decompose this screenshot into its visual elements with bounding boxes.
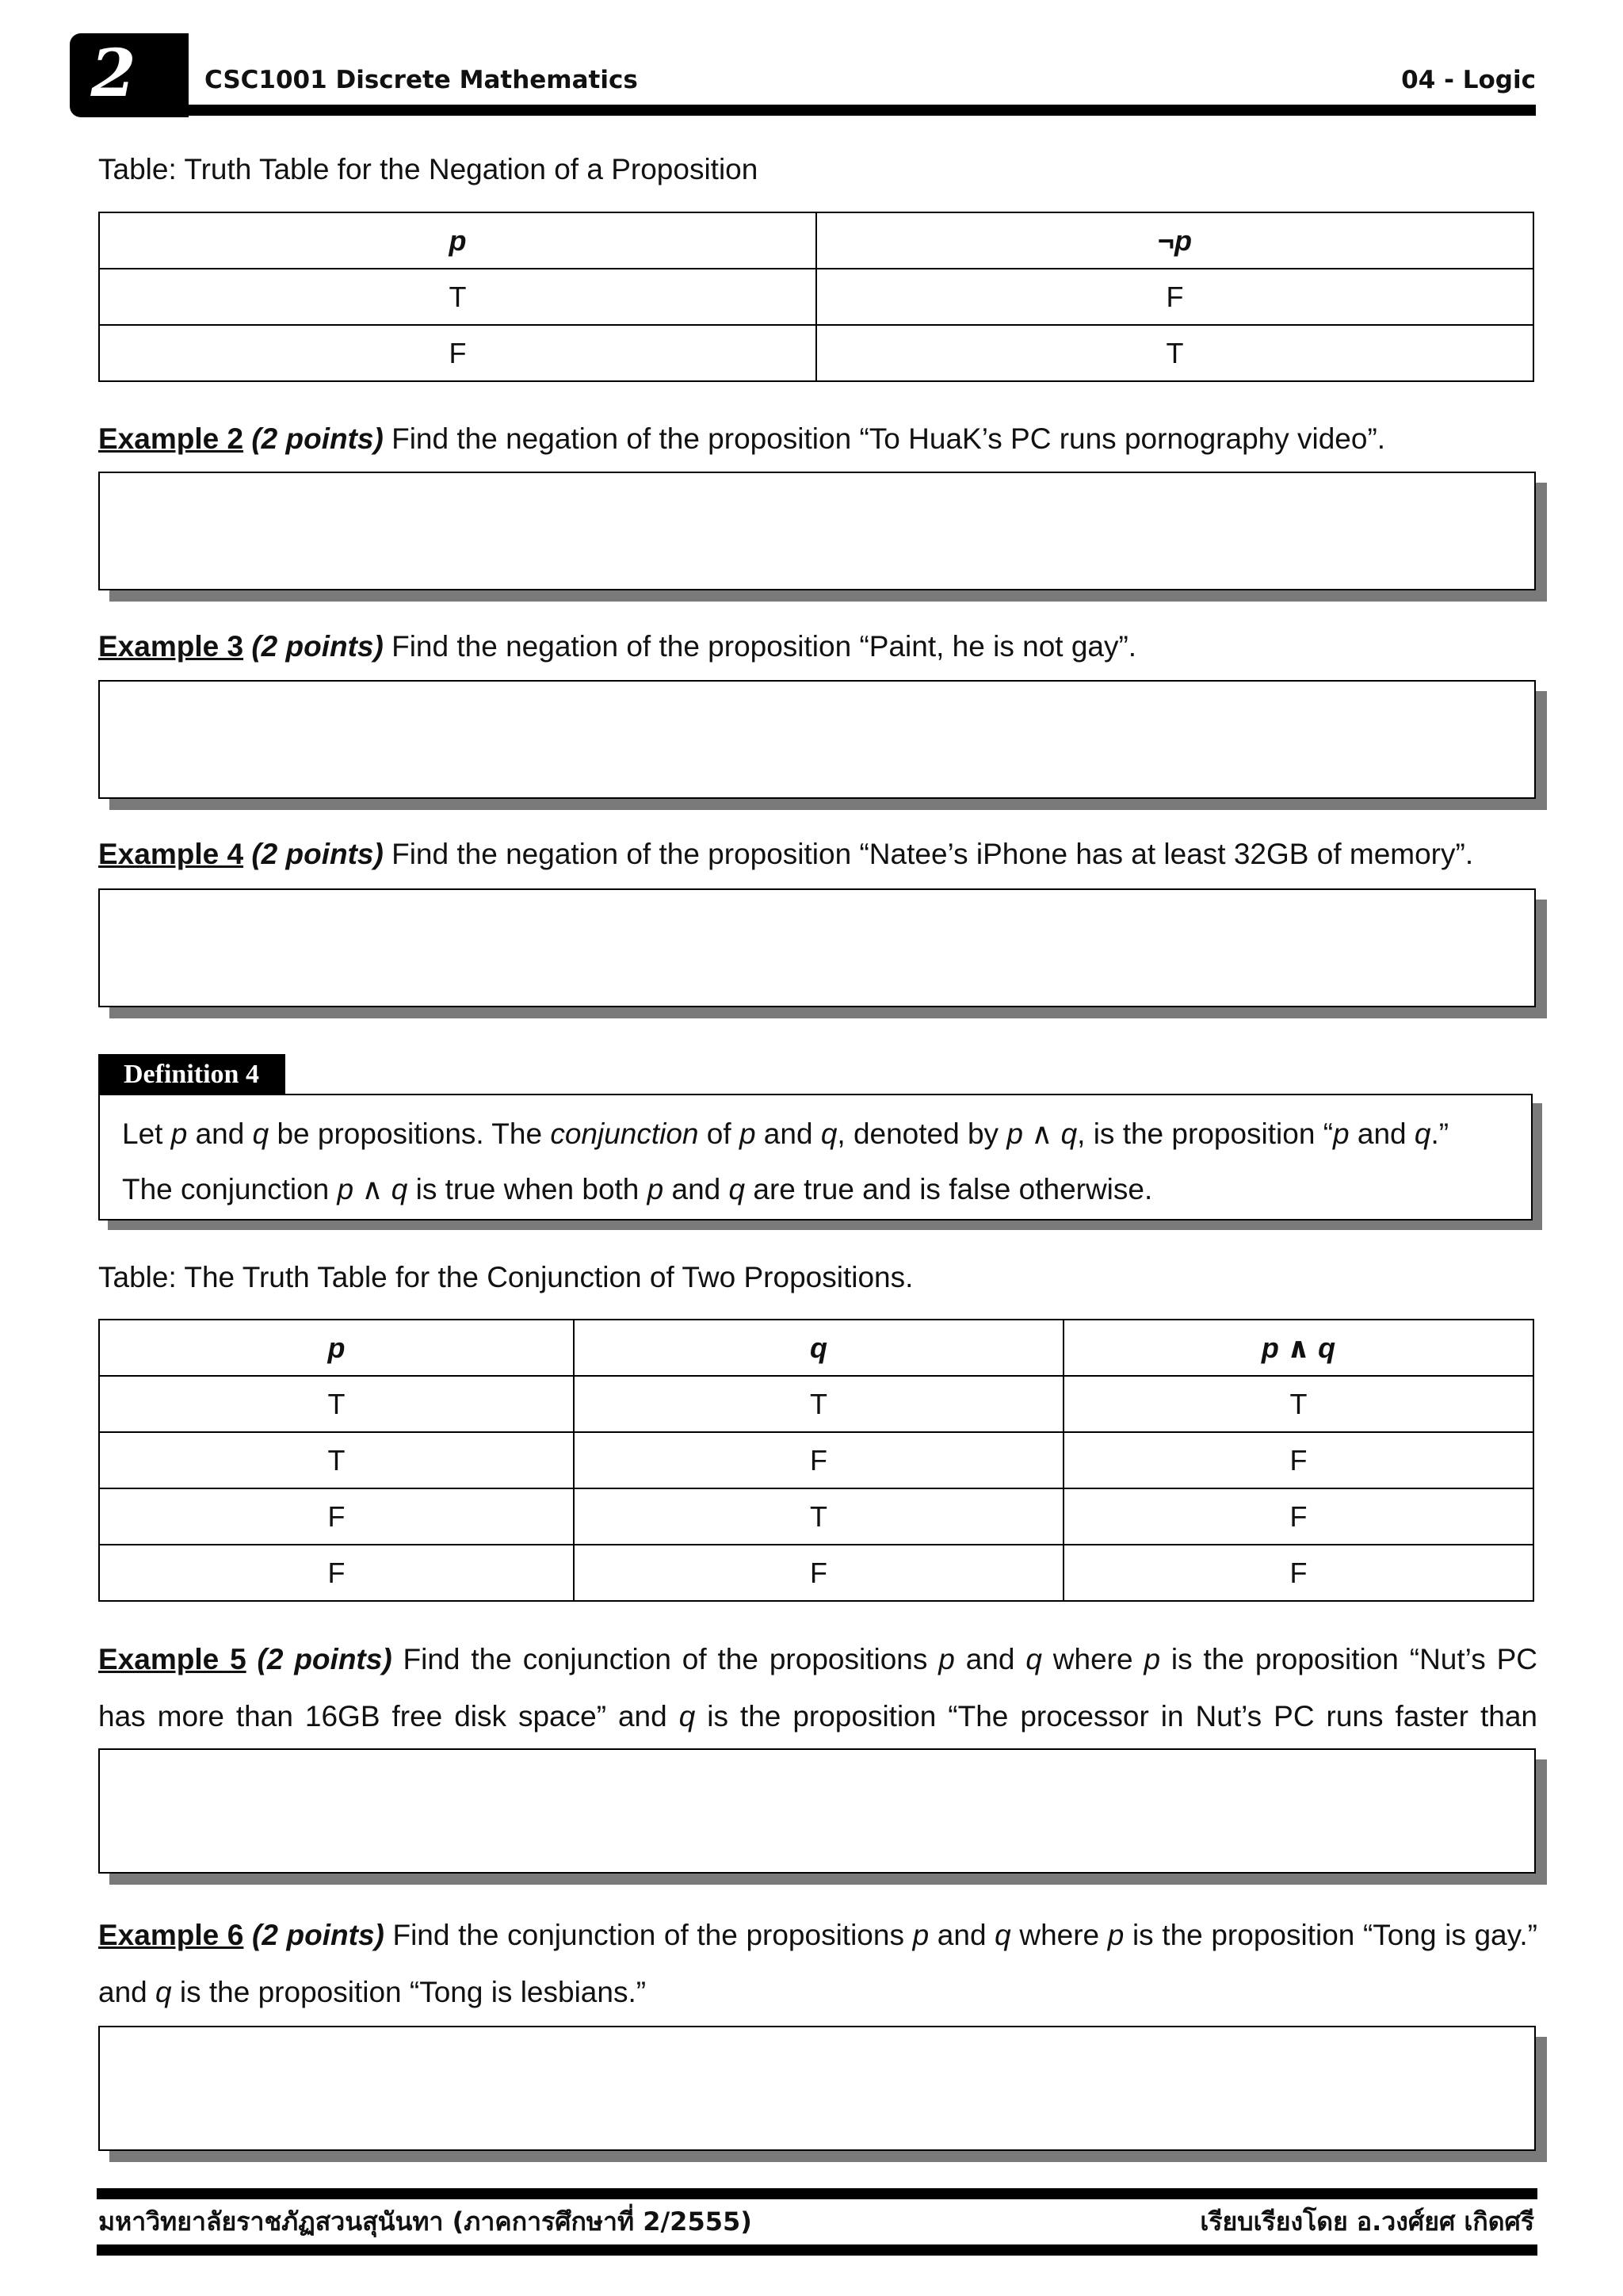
table-cell: F [1064, 1432, 1533, 1488]
column-header: ¬p [816, 212, 1533, 269]
table-header-row [99, 212, 1533, 269]
table-cell: T [1064, 1376, 1533, 1432]
table-cell: T [574, 1488, 1064, 1545]
footer-author: เรียบเรียงโดย อ.วงศ์ยศ เกิดศรี [1200, 2206, 1534, 2237]
example-2-prompt [98, 411, 1537, 468]
table-cell: F [574, 1432, 1064, 1488]
example-label: Example 2 [98, 422, 244, 455]
example-points: (2 points) [251, 422, 384, 455]
example-points: (2 points) [257, 1643, 392, 1675]
table-cell: F [99, 1545, 574, 1601]
table-cell: F [816, 269, 1533, 325]
definition-box [98, 1094, 1533, 1221]
conjunction-table-caption: Table: The Truth Table for the Conjunction of Two Propositions. [98, 1261, 914, 1293]
column-header: p [99, 212, 816, 269]
table-cell: F [99, 325, 816, 381]
table-row [99, 1376, 1533, 1432]
chapter-number: 2 [90, 36, 136, 112]
example-3-prompt [98, 618, 1537, 675]
example-label: Example 5 [98, 1643, 246, 1675]
definition-line-1: Let p and q be propositions. The conjunction of p and q, denoted by p ∧ q, is the proposition “p and q.” [122, 1117, 1449, 1150]
header-rule [189, 105, 1536, 116]
example-text: Find the negation of the proposition “Paint, he is not gay”. [391, 630, 1137, 663]
table-cell: F [99, 1488, 574, 1545]
column-header: p ∧ q [1064, 1320, 1533, 1376]
example-6-answer-box[interactable] [98, 2026, 1536, 2151]
example-points: (2 points) [252, 1919, 384, 1951]
table-row [99, 1545, 1533, 1601]
column-header: p [99, 1320, 574, 1376]
example-5-prompt: Example 5 (2 points) Find the conjunction of the propositions p and q where p is the proposition “Nut’s PC has more than 16GB free disk space” and q is the proposition “The processor in Nut’s PC runs faster than [98, 1643, 1537, 1733]
table-row [99, 1432, 1533, 1488]
example-4-prompt [98, 826, 1537, 883]
example-label: Example 3 [98, 630, 244, 663]
footer-institution: มหาวิทยาลัยราชภัฏสวนสุนันทา (ภาคการศึกษาที่ 2/2555) [98, 2206, 752, 2237]
table-cell: T [574, 1376, 1064, 1432]
definition-title: Definition 4 [98, 1054, 285, 1095]
example-text: Find the negation of the proposition “To HuaK’s PC runs pornography video”. [391, 422, 1386, 455]
topic-title: 04 - Logic [1401, 66, 1536, 94]
example-4-answer-box[interactable] [98, 888, 1536, 1007]
table-cell: F [574, 1545, 1064, 1601]
example-3-answer-box[interactable] [98, 680, 1536, 799]
example-2-answer-box[interactable] [98, 472, 1536, 590]
footer-rule-top [97, 2188, 1537, 2199]
course-title: CSC1001 Discrete Mathematics [204, 66, 638, 94]
negation-table-caption: Table: Truth Table for the Negation of a Proposition [98, 153, 758, 185]
negation-truth-table [98, 212, 1534, 382]
example-6-prompt: Example 6 (2 points) Find the conjunction of the propositions p and q where p is the proposition “Tong is gay.” and q is the proposition “Tong is lesbians.” [98, 1919, 1537, 2008]
table-cell: T [99, 1376, 574, 1432]
definition-line-2: The conjunction p ∧ q is true when both p and q are true and is false otherwise. [122, 1173, 1153, 1205]
example-label: Example 4 [98, 838, 244, 870]
table-cell: T [816, 325, 1533, 381]
conjunction-truth-table [98, 1319, 1534, 1602]
table-row [99, 1488, 1533, 1545]
table-row [99, 269, 1533, 325]
example-points: (2 points) [251, 630, 384, 663]
table-cell: T [99, 1432, 574, 1488]
table-cell: F [1064, 1545, 1533, 1601]
example-points: (2 points) [251, 838, 384, 870]
example-5-answer-box[interactable] [98, 1748, 1536, 1874]
table-header-row [99, 1320, 1533, 1376]
example-text: Find the negation of the proposition “Natee’s iPhone has at least 32GB of memory”. [391, 838, 1474, 870]
table-row [99, 325, 1533, 381]
table-cell: T [99, 269, 816, 325]
table-cell: F [1064, 1488, 1533, 1545]
column-header: q [574, 1320, 1064, 1376]
footer-rule-bottom [97, 2244, 1537, 2256]
example-label: Example 6 [98, 1919, 244, 1951]
